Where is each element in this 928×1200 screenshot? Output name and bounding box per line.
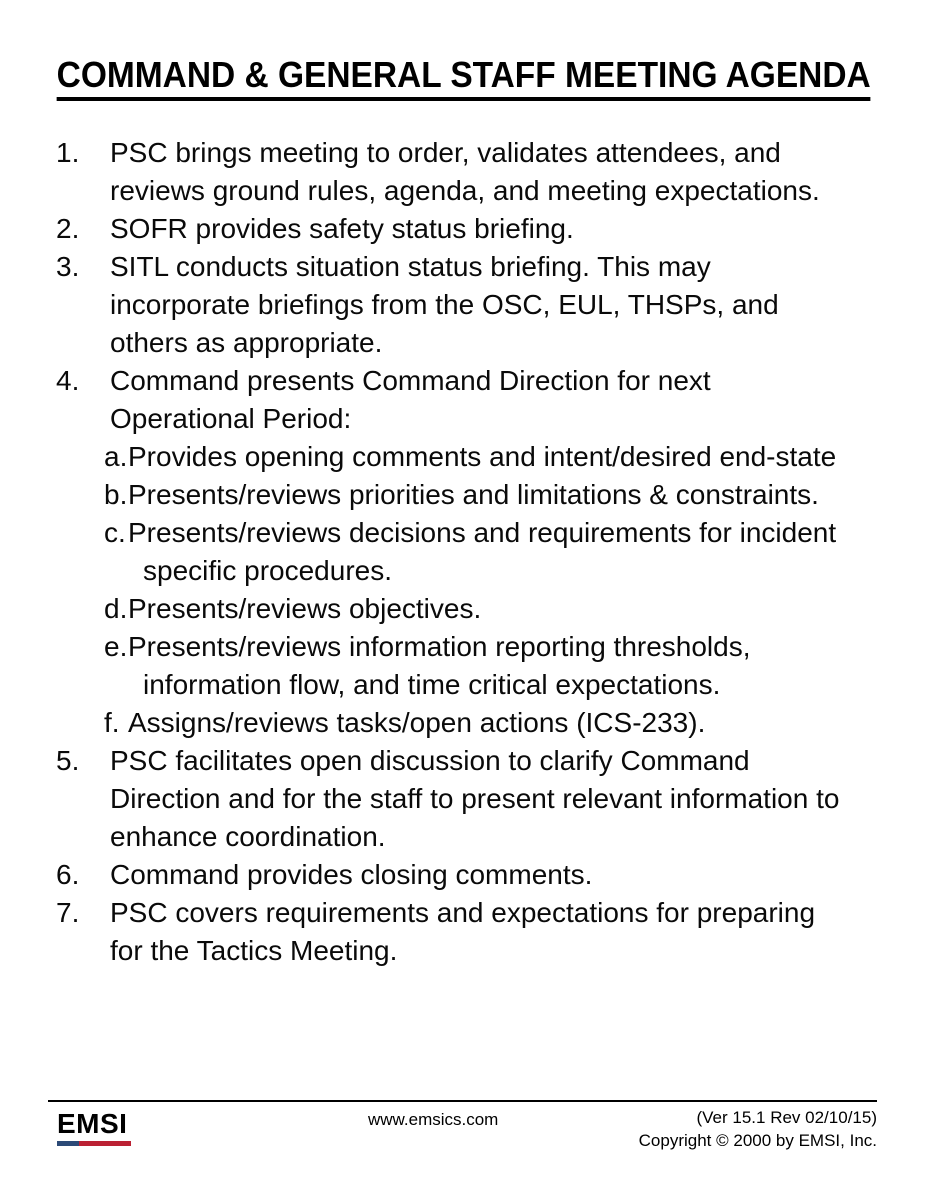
subitem-marker: d.	[104, 593, 128, 624]
emsi-logo-bar	[57, 1141, 131, 1146]
subitem-line: Presents/reviews priorities and limitations & constraints.	[128, 479, 819, 510]
item-line: for the Tactics Meeting.	[110, 935, 398, 966]
agenda-item-7	[56, 894, 839, 970]
item-line: reviews ground rules, agenda, and meeting expectations.	[110, 175, 820, 206]
emsi-logo	[57, 1110, 131, 1146]
agenda-subitem-b	[104, 476, 839, 514]
subitem-marker: f.	[104, 707, 120, 738]
item-line: Command presents Command Direction for next	[110, 365, 711, 396]
item-line: Direction and for the staff to present relevant information to	[110, 783, 840, 814]
item-marker: 6.	[56, 859, 80, 890]
item-line: PSC covers requirements and expectations for preparing	[110, 897, 816, 928]
footer-version: (Ver 15.1 Rev 02/10/15)	[696, 1108, 877, 1127]
subitem-line: Assigns/reviews tasks/open actions (ICS-233).	[128, 707, 706, 738]
item-marker: 1.	[56, 137, 80, 168]
agenda-subitem-e	[104, 628, 839, 704]
subitem-line: information flow, and time critical expectations.	[143, 669, 721, 700]
item-line: Operational Period:	[110, 403, 352, 434]
agenda-subitem-a	[104, 438, 839, 476]
page-title-text: COMMAND & GENERAL STAFF MEETING AGENDA	[57, 54, 871, 101]
item-line: enhance coordination.	[110, 821, 386, 852]
item-line: incorporate briefings from the OSC, EUL, THSPs, and	[110, 289, 779, 320]
subitem-marker: c.	[104, 517, 126, 548]
agenda-item-5	[56, 742, 839, 856]
subitem-marker: a.	[104, 441, 128, 472]
page-title	[0, 54, 928, 101]
agenda-list	[56, 134, 839, 970]
subitem-marker: b.	[104, 479, 128, 510]
logo-bar-blue-segment	[57, 1141, 79, 1146]
subitem-line: Presents/reviews decisions and requirements for incident	[128, 517, 837, 548]
item-line: SOFR provides safety status briefing.	[110, 213, 574, 244]
item-line: Command provides closing comments.	[110, 859, 593, 890]
agenda-item-1	[56, 134, 839, 210]
item-line: others as appropriate.	[110, 327, 383, 358]
subitem-line: Presents/reviews objectives.	[128, 593, 482, 624]
item-line: SITL conducts situation status briefing. This may	[110, 251, 711, 282]
agenda-item-4	[56, 362, 839, 742]
footer-website: www.emsics.com	[368, 1110, 499, 1129]
item-marker: 7.	[56, 897, 80, 928]
agenda-item-3	[56, 248, 839, 362]
subitem-line: Provides opening comments and intent/desired end-state	[128, 441, 837, 472]
logo-bar-red-segment	[79, 1141, 131, 1146]
agenda-item-2	[56, 210, 839, 248]
item-marker: 4.	[56, 365, 80, 396]
agenda-item-6	[56, 856, 839, 894]
footer-copyright: Copyright © 2000 by EMSI, Inc.	[638, 1131, 877, 1150]
item-marker: 5.	[56, 745, 80, 776]
page-footer	[48, 1100, 877, 1162]
subitem-marker: e.	[104, 631, 128, 662]
subitem-line: specific procedures.	[143, 555, 393, 586]
item-line: PSC facilitates open discussion to clarify Command	[110, 745, 750, 776]
item-line: PSC brings meeting to order, validates attendees, and	[110, 137, 781, 168]
emsi-logo-text: EMSI	[57, 1108, 128, 1139]
agenda-sublist	[56, 438, 839, 742]
agenda-subitem-c	[104, 514, 839, 590]
item-marker: 2.	[56, 213, 80, 244]
subitem-line: Presents/reviews information reporting thresholds,	[128, 631, 751, 662]
agenda-subitem-f	[104, 704, 839, 742]
agenda-subitem-d	[104, 590, 839, 628]
footer-meta	[639, 1106, 877, 1152]
item-marker: 3.	[56, 251, 80, 282]
